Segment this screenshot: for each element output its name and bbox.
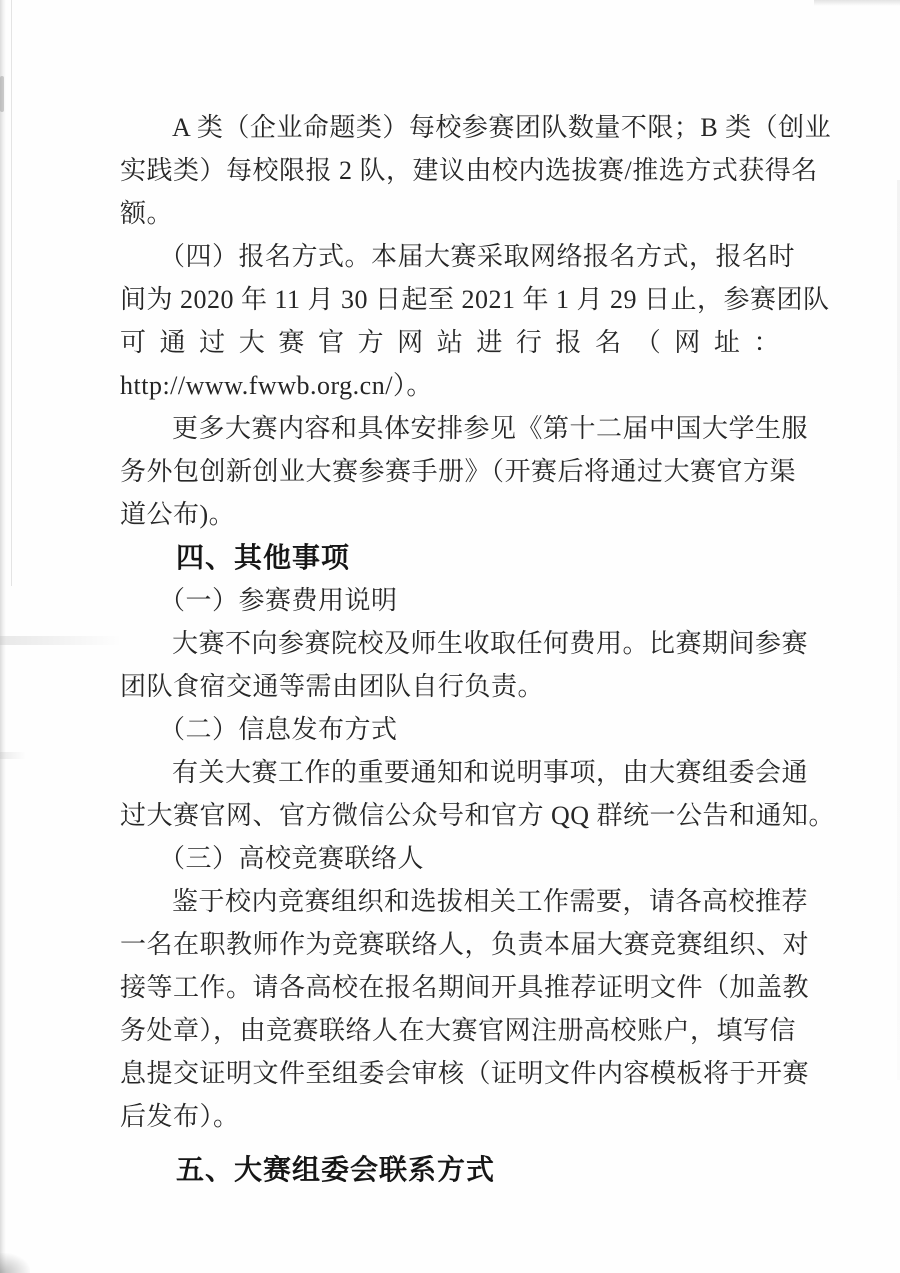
text-line: 有关大赛工作的重要通知和说明事项，由大赛组委会通: [172, 758, 809, 787]
text-line: 务外包创新创业大赛参赛手册》（开赛后将通过大赛官方渠: [120, 457, 797, 486]
text-line: 更多大赛内容和具体安排参见《第十二届中国大学生服: [172, 414, 809, 443]
text-line: （二）信息发布方式: [159, 715, 398, 744]
text-line: （四）报名方式。本届大赛采取网络报名方式，报名时: [159, 242, 796, 271]
text-line: 实践类）每校限报 2 队，建议由校内选拔赛/推选方式获得名: [120, 156, 818, 185]
text-line: 额。: [120, 199, 174, 228]
document-text-block: [120, 106, 836, 1191]
text-line: 团队食宿交通等需由团队自行负责。: [120, 672, 545, 701]
scan-smudge-bottom-left: [0, 1253, 30, 1273]
section-heading: 五、大赛组委会联系方式: [176, 1154, 496, 1185]
text-line: http://www.fwwb.org.cn/）。: [120, 371, 433, 400]
text-line: 可通过大赛官方网站进行报名（网址：: [120, 328, 780, 357]
text-line: 道公布)。: [120, 500, 236, 529]
scan-edge-top-right: [814, 0, 900, 6]
text-line: 后发布）。: [120, 1102, 240, 1131]
text-line: 一名在职教师作为竞赛联络人，负责本届大赛竞赛组织、对: [120, 930, 810, 959]
section-heading: 四、其他事项: [176, 542, 351, 573]
text-line: 接等工作。请各高校在报名期间开具推荐证明文件（加盖教: [120, 973, 810, 1002]
text-line: （一）参赛费用说明: [159, 586, 398, 615]
text-line: A 类（企业命题类）每校参赛团队数量不限；B 类（创业: [172, 113, 832, 142]
text-line: 大赛不向参赛院校及师生收取任何费用。比赛期间参赛: [172, 629, 809, 658]
text-line: 过大赛官网、官方微信公众号和官方 QQ 群统一公告和通知。: [120, 801, 836, 830]
text-line: 间为 2020 年 11 月 30 日起至 2021 年 1 月 29 日止，参赛团队: [120, 285, 830, 314]
scan-line-left: [11, 0, 12, 586]
scan-streak: [0, 636, 122, 645]
scan-mark-top-left: [0, 76, 4, 112]
scan-edge-left: [0, 0, 6, 1273]
text-line: （三）高校竞赛联络人: [159, 844, 425, 873]
scan-streak: [0, 752, 26, 759]
text-line: 鉴于校内竞赛组织和选拔相关工作需要，请各高校推荐: [172, 887, 809, 916]
text-line: 务处章），由竞赛联络人在大赛官网注册高校账户，填写信: [120, 1016, 797, 1045]
text-line: 息提交证明文件至组委会审核（证明文件内容模板将于开赛: [120, 1059, 810, 1088]
